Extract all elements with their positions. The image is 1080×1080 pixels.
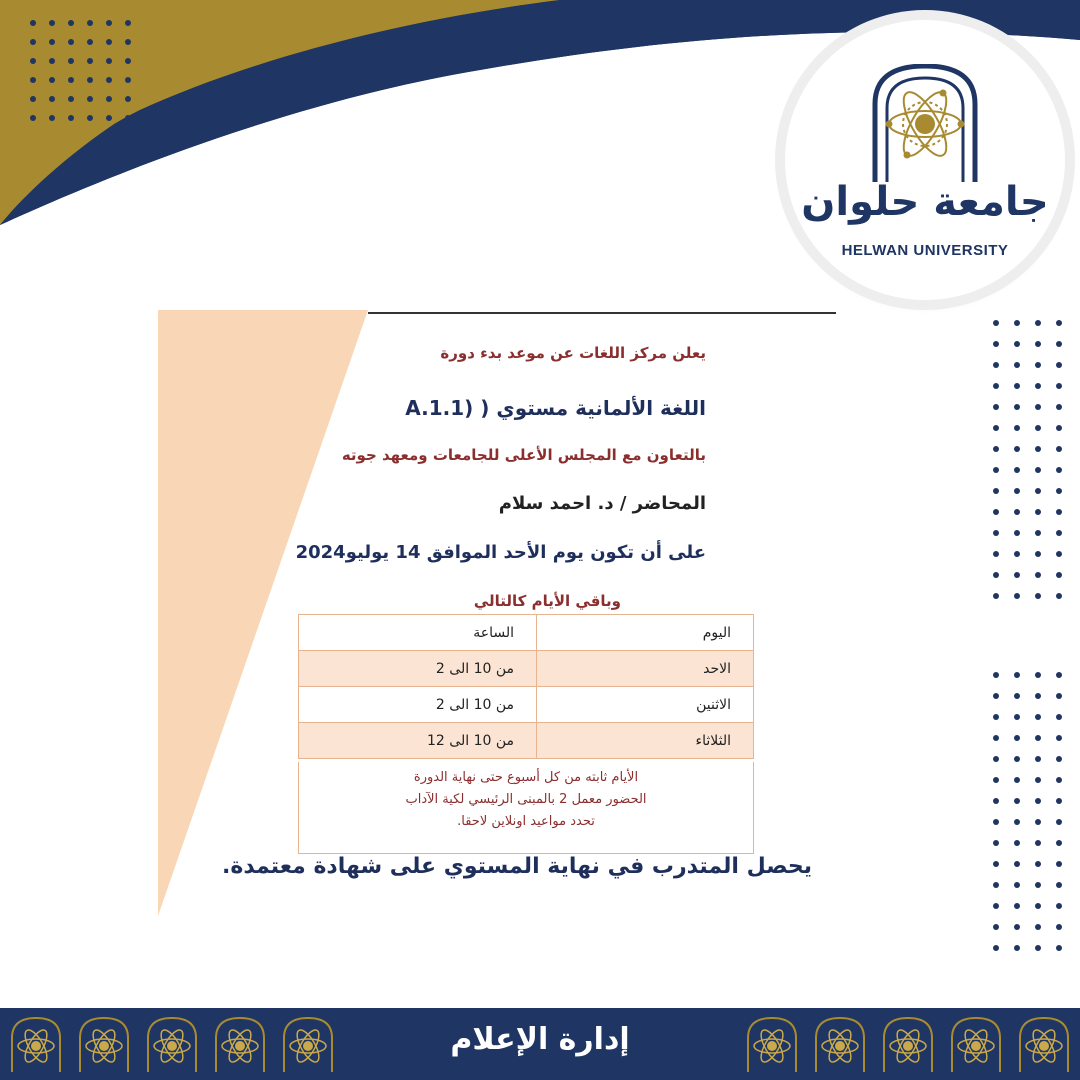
- schedule-table: [298, 614, 754, 759]
- course-title: اللغة الألمانية مستوي ( (A.1.1: [405, 396, 706, 420]
- row-day: الاثنين: [537, 687, 754, 723]
- footer-title: إدارة الإعلام: [450, 1022, 630, 1057]
- dot-grid-right-lower: [993, 672, 1062, 951]
- partnership-line: بالتعاون مع المجلس الأعلى للجامعات ومعهد جوته: [341, 446, 706, 464]
- announcement-poster: [158, 310, 836, 916]
- atom-medallion-icon: [144, 1016, 200, 1072]
- row-time: من 10 الى 12: [299, 723, 537, 759]
- atom-medallion-icon: [76, 1016, 132, 1072]
- header-day: اليوم: [537, 615, 754, 651]
- row-time: من 10 الى 2: [299, 651, 537, 687]
- schedule-notes: [298, 762, 754, 854]
- header-time: الساعة: [299, 615, 537, 651]
- note-line: تحدد مواعيد اونلاين لاحقا.: [457, 814, 595, 829]
- row-day: الاحد: [537, 651, 754, 687]
- atom-medallion-icon: [8, 1016, 64, 1072]
- atom-medallion-icon: [744, 1016, 800, 1072]
- logo-english-name: HELWAN UNIVERSITY: [841, 242, 1009, 259]
- atom-medallion-icon: [880, 1016, 936, 1072]
- certificate-line: يحصل المتدرب في نهاية المستوي على شهادة معتمدة.: [221, 854, 812, 879]
- university-logo: [785, 20, 1065, 300]
- atom-medallion-icon: [1016, 1016, 1072, 1072]
- schedule-intro: وباقي الأيام كالتالي: [473, 592, 621, 610]
- atom-arch-emblem-icon: [865, 64, 985, 182]
- note-line: الحضور معمل 2 بالمبنى الرئيسي لكية الآداب: [405, 792, 647, 807]
- lecturer-line: المحاضر / د. احمد سلام: [498, 493, 706, 514]
- dot-grid-right-upper: [993, 320, 1062, 599]
- start-date-line: على أن تكون يوم الأحد الموافق 14 يوليو2024: [295, 542, 706, 563]
- table-header-row: [299, 615, 754, 651]
- atom-medallion-icon: [280, 1016, 336, 1072]
- atom-medallion-icon: [812, 1016, 868, 1072]
- table-row: [299, 651, 754, 687]
- atom-medallion-icon: [212, 1016, 268, 1072]
- dot-grid-top-left: [30, 20, 131, 121]
- note-line: الأيام ثابته من كل أسبوع حتى نهاية الدورة: [413, 770, 639, 785]
- table-row: [299, 687, 754, 723]
- announcement-intro: يعلن مركز اللغات عن موعد بدء دورة: [440, 344, 706, 362]
- table-row: [299, 723, 754, 759]
- logo-arabic-name: جامعة حلوان: [801, 179, 1049, 225]
- atom-medallion-icon: [948, 1016, 1004, 1072]
- row-day: الثلاثاء: [537, 723, 754, 759]
- row-time: من 10 الى 2: [299, 687, 537, 723]
- poster-top-rule: [368, 312, 836, 314]
